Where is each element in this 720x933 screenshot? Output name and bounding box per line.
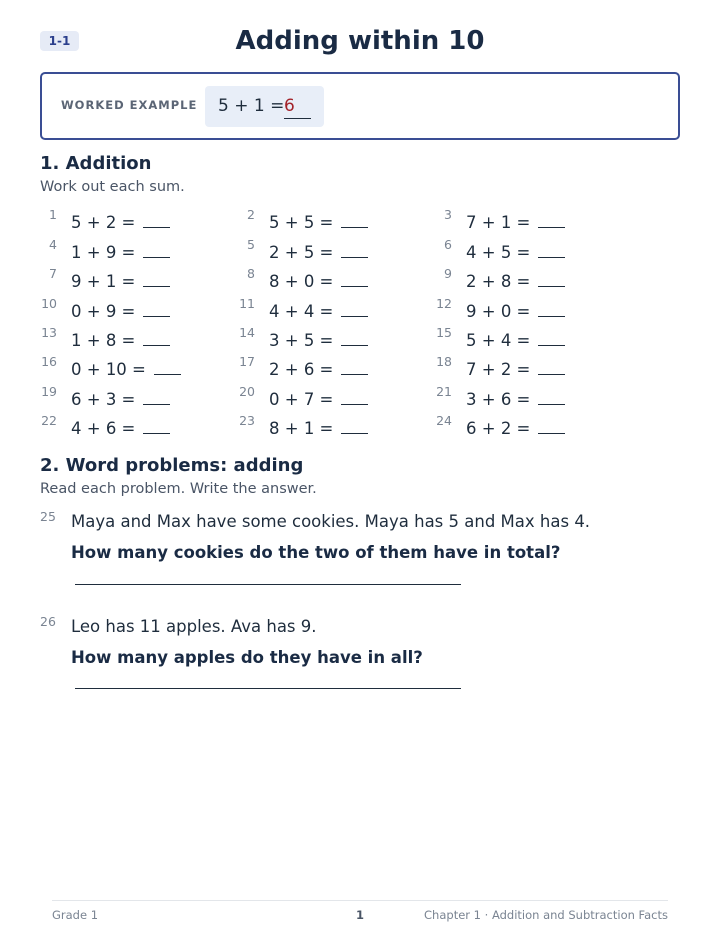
answer-blank[interactable] <box>143 270 170 287</box>
answer-blank[interactable] <box>538 417 565 434</box>
problem-expression-text: 3 + 6 = <box>466 390 531 409</box>
answer-blank[interactable] <box>341 241 368 258</box>
problem-expression-text: 6 + 2 = <box>466 419 531 438</box>
word-problem-number: 26 <box>40 614 56 629</box>
problem-expression-text: 0 + 9 = <box>71 302 136 321</box>
problem-expression <box>71 329 170 350</box>
problem-expression-text: 0 + 7 = <box>269 390 334 409</box>
problem-expression-text: 9 + 1 = <box>71 272 136 291</box>
answer-blank[interactable] <box>154 358 181 375</box>
problem-expression <box>71 211 170 232</box>
word-problem-question: How many apples do they have in all? <box>71 648 423 667</box>
footer-chapter: Chapter 1 · Addition and Subtraction Facts <box>424 908 668 922</box>
word-problem-question: How many cookies do the two of them have in total? <box>71 543 561 562</box>
problem-number: 23 <box>239 413 255 428</box>
section-2-instruction: Read each problem. Write the answer. <box>40 481 317 497</box>
problem-number: 19 <box>41 384 57 399</box>
problem-number: 16 <box>41 354 57 369</box>
problem-expression-text: 2 + 6 = <box>269 360 334 379</box>
answer-blank[interactable] <box>143 241 170 258</box>
problem-number: 11 <box>239 296 255 311</box>
answer-blank[interactable] <box>538 388 565 405</box>
problem-expression-text: 5 + 5 = <box>269 213 334 232</box>
problem-expression <box>71 270 170 291</box>
problem-expression-text: 7 + 2 = <box>466 360 531 379</box>
problem-number: 3 <box>444 207 452 222</box>
problem-expression <box>71 417 170 438</box>
problem-expression <box>466 241 565 262</box>
answer-blank[interactable] <box>341 300 368 317</box>
problem-number: 9 <box>444 266 452 281</box>
answer-blank[interactable] <box>143 417 170 434</box>
problem-expression-text: 8 + 0 = <box>269 272 334 291</box>
problem-expression-text: 2 + 5 = <box>269 243 334 262</box>
section-1-instruction: Work out each sum. <box>40 179 185 195</box>
problem-expression-text: 5 + 4 = <box>466 331 531 350</box>
answer-blank[interactable] <box>341 358 368 375</box>
answer-blank[interactable] <box>143 211 170 228</box>
problem-expression <box>466 388 565 409</box>
problem-expression-text: 0 + 10 = <box>71 360 146 379</box>
problem-number: 24 <box>436 413 452 428</box>
problem-number: 18 <box>436 354 452 369</box>
answer-line[interactable] <box>75 688 461 689</box>
problem-expression <box>466 211 565 232</box>
problem-expression <box>71 388 170 409</box>
problem-number: 21 <box>436 384 452 399</box>
problem-number: 4 <box>49 237 57 252</box>
answer-blank[interactable] <box>341 270 368 287</box>
problem-number: 13 <box>41 325 57 340</box>
worked-example-answer: 6 <box>284 96 311 119</box>
page-title: Adding within 10 <box>235 26 485 56</box>
problem-expression <box>269 211 368 232</box>
problem-expression <box>466 270 565 291</box>
problem-expression-text: 4 + 4 = <box>269 302 334 321</box>
worked-example-label: WORKED EXAMPLE <box>61 98 198 112</box>
problem-expression <box>466 358 565 379</box>
problem-expression-text: 9 + 0 = <box>466 302 531 321</box>
answer-blank[interactable] <box>143 300 170 317</box>
problem-expression <box>71 358 181 379</box>
problem-number: 20 <box>239 384 255 399</box>
problem-expression-text: 8 + 1 = <box>269 419 334 438</box>
problem-expression-text: 7 + 1 = <box>466 213 531 232</box>
section-1-heading: 1. Addition <box>40 153 152 174</box>
worked-example-box <box>40 72 680 140</box>
problem-expression <box>269 270 368 291</box>
answer-blank[interactable] <box>538 300 565 317</box>
problem-expression <box>269 300 368 321</box>
problem-expression <box>466 329 565 350</box>
worked-example-equation <box>205 86 324 127</box>
problem-number: 2 <box>247 207 255 222</box>
problem-expression <box>466 417 565 438</box>
problem-expression-text: 4 + 5 = <box>466 243 531 262</box>
problem-expression <box>269 388 368 409</box>
problem-expression <box>269 241 368 262</box>
answer-blank[interactable] <box>341 329 368 346</box>
problem-expression <box>466 300 565 321</box>
problem-expression-text: 1 + 9 = <box>71 243 136 262</box>
problem-expression-text: 6 + 3 = <box>71 390 136 409</box>
problem-expression-text: 1 + 8 = <box>71 331 136 350</box>
problem-number: 5 <box>247 237 255 252</box>
footer-divider <box>52 900 668 901</box>
problem-expression-text: 4 + 6 = <box>71 419 136 438</box>
problem-expression <box>269 417 368 438</box>
problem-expression-text: 2 + 8 = <box>466 272 531 291</box>
problem-expression <box>71 241 170 262</box>
answer-blank[interactable] <box>341 417 368 434</box>
answer-blank[interactable] <box>538 211 565 228</box>
answer-blank[interactable] <box>341 388 368 405</box>
problem-number: 7 <box>49 266 57 281</box>
answer-blank[interactable] <box>538 270 565 287</box>
problem-number: 8 <box>247 266 255 281</box>
word-problem-text: Leo has 11 apples. Ava has 9. <box>71 617 317 636</box>
problem-number: 14 <box>239 325 255 340</box>
answer-blank[interactable] <box>538 358 565 375</box>
section-2-heading: 2. Word problems: adding <box>40 455 304 476</box>
problem-number: 1 <box>49 207 57 222</box>
answer-blank[interactable] <box>143 329 170 346</box>
problem-expression <box>71 300 170 321</box>
problem-number: 15 <box>436 325 452 340</box>
problem-number: 17 <box>239 354 255 369</box>
footer-grade: Grade 1 <box>52 908 99 922</box>
word-problem-number: 25 <box>40 509 56 524</box>
answer-blank[interactable] <box>538 241 565 258</box>
worked-example-expression: 5 + 1 = <box>218 96 285 116</box>
problem-number: 22 <box>41 413 57 428</box>
problem-expression <box>269 358 368 379</box>
answer-blank[interactable] <box>143 388 170 405</box>
problem-expression-text: 5 + 2 = <box>71 213 136 232</box>
lesson-badge: 1-1 <box>40 31 79 51</box>
answer-blank[interactable] <box>341 211 368 228</box>
problem-expression-text: 3 + 5 = <box>269 331 334 350</box>
problem-number: 6 <box>444 237 452 252</box>
answer-line[interactable] <box>75 584 461 585</box>
footer-page-number: 1 <box>355 908 364 922</box>
problem-number: 10 <box>41 296 57 311</box>
problem-expression <box>269 329 368 350</box>
answer-blank[interactable] <box>538 329 565 346</box>
problem-number: 12 <box>436 296 452 311</box>
word-problem-text: Maya and Max have some cookies. Maya has 5 and Max has 4. <box>71 512 591 531</box>
